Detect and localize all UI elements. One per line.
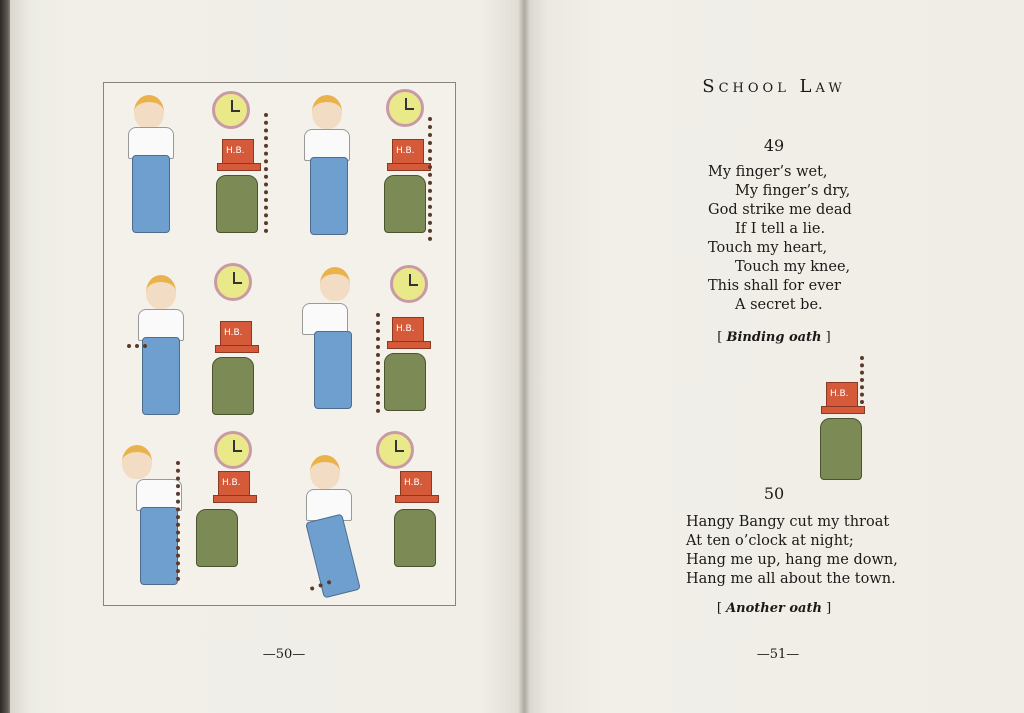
poem-49-text bbox=[708, 163, 852, 315]
hat-illustration bbox=[392, 139, 424, 167]
left-page-number: —50— bbox=[262, 647, 306, 662]
poem-line: My finger’s dry, bbox=[735, 183, 851, 199]
poem-line: Touch my heart, bbox=[708, 240, 828, 256]
hat-letters: H.B. bbox=[396, 324, 415, 334]
poem-line: God strike me dead bbox=[708, 202, 852, 218]
panel-4 bbox=[280, 257, 456, 431]
poem-line: Hang me all about the town. bbox=[686, 571, 896, 587]
clock-icon bbox=[212, 91, 250, 129]
hat-letters: H.B. bbox=[222, 478, 241, 488]
poem-49-note bbox=[524, 330, 1024, 345]
poem-line: Hangy Bangy cut my throat bbox=[686, 514, 890, 530]
clock-icon bbox=[390, 265, 428, 303]
panel-1 bbox=[104, 83, 280, 257]
poem-line: If I tell a lie. bbox=[735, 221, 826, 237]
comic-illustration bbox=[103, 82, 456, 606]
hat-illustration bbox=[220, 321, 252, 349]
poem-line: Touch my knee, bbox=[735, 259, 851, 275]
clock-icon bbox=[214, 431, 252, 469]
poem-49-number: 49 bbox=[763, 136, 785, 155]
note-bracket-close: ] bbox=[826, 601, 832, 616]
hat-illustration bbox=[218, 471, 250, 499]
note-bracket-open: [ bbox=[716, 601, 722, 616]
clock-icon bbox=[214, 263, 252, 301]
note-bracket-open: [ bbox=[717, 330, 723, 345]
clock-icon bbox=[376, 431, 414, 469]
note-text: Another oath bbox=[726, 601, 822, 616]
hat-letters: H.B. bbox=[224, 328, 243, 338]
panel-3 bbox=[104, 257, 280, 431]
poem-50-number: 50 bbox=[763, 484, 785, 503]
hat-illustration bbox=[222, 139, 254, 167]
hat-letters: H.B. bbox=[396, 146, 415, 156]
poem-line: Hang me up, hang me down, bbox=[686, 552, 898, 568]
poem-line: This shall for ever bbox=[708, 278, 841, 294]
note-bracket-close: ] bbox=[825, 330, 831, 345]
hangman-figure-illustration bbox=[806, 356, 886, 504]
hat-illustration bbox=[400, 471, 432, 499]
poem-line: A secret be. bbox=[735, 297, 823, 313]
page-title: School Law bbox=[702, 76, 846, 97]
poem-line: At ten o’clock at night; bbox=[686, 533, 854, 549]
hat-letters: H.B. bbox=[404, 478, 423, 488]
hat-illustration bbox=[392, 317, 424, 345]
poem-50-note bbox=[524, 601, 1024, 616]
note-text: Binding oath bbox=[726, 330, 822, 345]
clock-icon bbox=[386, 89, 424, 127]
poem-line: My finger’s wet, bbox=[708, 164, 828, 180]
hat-letters: H.B. bbox=[226, 146, 245, 156]
hat-illustration bbox=[826, 382, 858, 410]
poem-50-text bbox=[686, 513, 898, 589]
hat-letters: H.B. bbox=[830, 389, 849, 399]
panel-6 bbox=[280, 431, 456, 605]
panel-5 bbox=[104, 431, 280, 605]
panel-2 bbox=[280, 83, 456, 257]
right-page-number: —51— bbox=[756, 647, 800, 662]
